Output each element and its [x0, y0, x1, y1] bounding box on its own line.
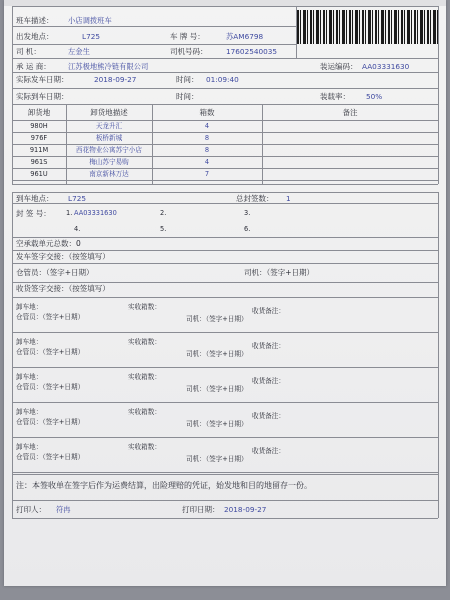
line [12, 297, 438, 298]
table-cell: 976F [30, 134, 48, 142]
line [12, 500, 438, 501]
unload-location-label: 卸车地： [16, 443, 43, 451]
table-cell: 4 [204, 158, 210, 166]
load-rate-label: 装载率： [320, 92, 350, 101]
destination-label: 到车地点： [16, 194, 54, 203]
line [12, 168, 438, 169]
unload-driver-sign-label: 司机：（签字+日期） [186, 350, 248, 358]
unload-driver-sign-label: 司机：（签字+日期） [186, 420, 248, 428]
route-no-value: L725 [82, 32, 100, 41]
table-cell: 7 [204, 170, 210, 178]
table-cell: 911M [29, 146, 49, 154]
printer-value: 符冉 [56, 505, 71, 514]
unload-driver-sign-label: 司机：（签字+日期） [186, 315, 248, 323]
line [12, 72, 438, 73]
plate-value: 苏AM6798 [226, 32, 264, 41]
line [12, 104, 13, 184]
line [12, 192, 13, 518]
line [12, 120, 438, 121]
table-cell: 天龙升汇 [95, 122, 123, 130]
load-rate-value: 50% [366, 92, 383, 101]
receive-sign-title: 收货签字交接：（按签填写） [16, 284, 110, 293]
seal-index-3: 3. [244, 209, 251, 217]
line [12, 88, 438, 89]
line [12, 282, 438, 283]
table-cell: 板桥新城 [95, 134, 123, 142]
received-boxes-label: 实收箱数： [128, 443, 161, 451]
seal-total-value: 1 [286, 194, 291, 203]
line [12, 144, 438, 145]
unload-warehouse-sign-label: 仓管员：（签字+日期） [16, 418, 85, 426]
table-cell: 西花物业公寓苏宁小店 [76, 146, 142, 154]
unload-warehouse-sign-label: 仓管员：（签字+日期） [16, 383, 85, 391]
line [12, 332, 438, 333]
unload-warehouse-sign-label: 仓管员：（签字+日期） [16, 453, 85, 461]
destination-value: L725 [68, 194, 86, 203]
phone-label: 司机号码： [170, 47, 208, 56]
receive-remark-label: 收货备注： [252, 342, 285, 350]
seal-code-value: AA03331630 [362, 62, 410, 71]
received-boxes-label: 实收箱数： [128, 408, 161, 416]
line [12, 184, 438, 185]
line [12, 402, 438, 403]
table-cell: 8 [204, 134, 210, 142]
driver-label: 司 机： [16, 47, 41, 56]
driver-value: 左金生 [68, 47, 90, 56]
printer-label: 打印人： [16, 505, 46, 514]
departure-time-label: 时间： [176, 75, 199, 84]
seal-total-label: 总封签数： [236, 194, 274, 203]
driver-sign-label: 司机：（签字+日期） [244, 268, 315, 277]
line [12, 437, 438, 438]
line [12, 44, 296, 45]
route-label: 班车描述： [16, 16, 54, 25]
table-cell: 4 [204, 122, 210, 130]
phone-value: 17602540035 [226, 47, 278, 56]
carrier-value: 江苏极地熊冷链有限公司 [68, 62, 149, 71]
line [438, 192, 439, 518]
carrier-label: 承 运 商： [16, 62, 51, 71]
print-date-label: 打印日期： [182, 505, 220, 514]
table-cell: 961S [30, 158, 48, 166]
line [12, 472, 438, 473]
seal-number-label: 封 签 号： [16, 209, 51, 218]
received-boxes-label: 实收箱数： [128, 338, 161, 346]
dispatch-sign-title: 发车签字交接：（按签填写） [16, 252, 110, 261]
line [12, 6, 438, 7]
line [12, 192, 438, 193]
line [152, 104, 153, 184]
line [438, 104, 439, 184]
line [12, 26, 296, 27]
line [12, 237, 438, 238]
table-cell: 梅山苏宁易购 [89, 158, 129, 166]
seal-index-4: 4. [74, 225, 81, 233]
line [12, 156, 438, 157]
table-header-cell: 卸货地 [27, 108, 51, 117]
table-header-cell: 备注 [342, 108, 358, 117]
received-boxes-label: 实收箱数： [128, 373, 161, 381]
unload-driver-sign-label: 司机：（签字+日期） [186, 385, 248, 393]
receive-remark-label: 收货备注： [252, 447, 285, 455]
line [262, 104, 263, 184]
line [66, 104, 67, 184]
table-header-cell: 卸货地描述 [90, 108, 128, 117]
line [12, 203, 438, 204]
unload-warehouse-sign-label: 仓管员：（签字+日期） [16, 313, 85, 321]
unload-location-label: 卸车地： [16, 303, 43, 311]
table-cell: 南京新林万达 [89, 170, 129, 178]
line [12, 263, 438, 264]
receive-remark-label: 收货备注： [252, 377, 285, 385]
line [12, 518, 438, 519]
seal-value-1: AA03331630 [74, 209, 117, 217]
arrival-date-label: 实际到车日期： [16, 92, 69, 101]
receive-remark-label: 收货备注： [252, 307, 285, 315]
line [12, 180, 438, 181]
received-boxes-label: 实收箱数： [128, 303, 161, 311]
unload-location-label: 卸车地： [16, 338, 43, 346]
line [296, 6, 297, 58]
unload-location-label: 卸车地： [16, 373, 43, 381]
table-header-cell: 箱数 [199, 108, 215, 117]
route-value: 小店调拨班车 [68, 16, 112, 25]
empty-box-total: 空承载单元总数：0 [16, 239, 81, 248]
seal-index-1: 1. [66, 209, 73, 217]
barcode-image [297, 10, 439, 44]
table-cell: 980H [30, 122, 48, 130]
seal-index-2: 2. [160, 209, 167, 217]
table-cell: 8 [204, 146, 210, 154]
seal-code-label: 装运编码： [320, 62, 358, 71]
route-no-label: 出发地点： [16, 32, 54, 41]
unload-warehouse-sign-label: 仓管员：（签字+日期） [16, 348, 85, 356]
seal-index-5: 5. [160, 225, 167, 233]
print-date-value: 2018-09-27 [224, 505, 267, 514]
departure-time-value: 01:09:40 [206, 75, 239, 84]
seal-index-6: 6. [244, 225, 251, 233]
receive-remark-label: 收货备注： [252, 412, 285, 420]
unload-location-label: 卸车地： [16, 408, 43, 416]
line [12, 367, 438, 368]
warehouse-sign-label: 仓管员：（签字+日期） [16, 268, 94, 277]
line [12, 58, 438, 59]
plate-label: 车 牌 号： [170, 32, 205, 41]
departure-date-value: 2018-09-27 [94, 75, 137, 84]
line [12, 250, 438, 251]
arrival-time-label: 时间： [176, 92, 199, 101]
line [12, 132, 438, 133]
line [12, 104, 438, 105]
table-cell: 961U [30, 170, 48, 178]
shipping-receipt [4, 0, 446, 586]
note-text: 注：本签收单在签字后作为运费结算，出险理赔的凭证，始发地和目的地留存一份。 [16, 481, 312, 490]
line [12, 474, 438, 475]
departure-date-label: 实际发车日期： [16, 75, 69, 84]
unload-driver-sign-label: 司机：（签字+日期） [186, 455, 248, 463]
